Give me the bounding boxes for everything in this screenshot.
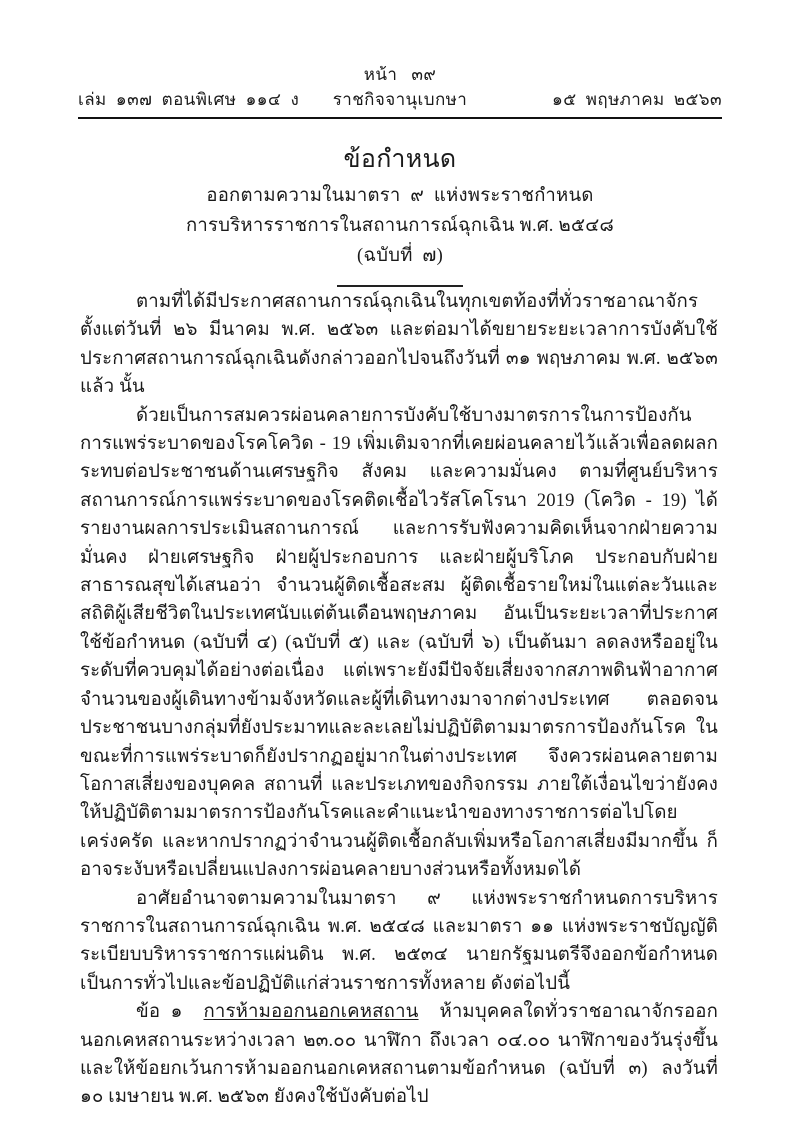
paragraph-text: ตามที่ได้มีประกาศสถานการณ์ฉุกเฉินในทุกเขตท้องที่ทั่วราชอาณาจักรตั้งแต่วันที่ ๒๖ มีนาคม พ.ศ. ๒๕๖๓ และต่อมาได้ขยายระยะเวลาการบังคับใช้ประกาศสถานการณ์ฉุกเฉินดังกล่าวออกไปจนถึงวันที่ ๓๑ พฤษภาคม พ.ศ. ๒๕๖๓ แล้ว นั้น: [80, 291, 718, 398]
document-subtitle-line-2: การบริหารราชการในสถานการณ์ฉุกเฉิน พ.ศ. ๒๕๔๘: [185, 216, 615, 237]
masthead-row: [78, 88, 722, 113]
page-number-line: หน้า ๓๙: [363, 65, 437, 84]
paragraph-preamble-declaration: [80, 288, 718, 402]
paragraph-rationale: [80, 402, 718, 885]
masthead: [78, 64, 722, 127]
clause-space: [183, 1001, 204, 1022]
clause-number: ข้อ ๑: [136, 1001, 183, 1023]
clause-space: [419, 1001, 440, 1022]
document-title: ข้อกำหนด: [343, 146, 457, 173]
title-block: [78, 144, 722, 287]
clause-1: [80, 998, 718, 1112]
paragraph-text: ด้วยเป็นการสมควรผ่อนคลายการบังคับใช้บางมาตรการในการป้องกันการแพร่ระบาดของโรคโควิด - 19 เพิ่มเติมจากที่เคยผ่อนคลายไว้แล้วเพื่อลดผลกระทบต่อประชาชนด้านเศรษฐกิจ สังคม และความมั่นคง ตามที่ศูนย์บริหารสถานการณ์การแพร่ระบาดของโรคติดเชื้อไวรัสโคโรนา 2019 (โควิด - 19) ได้รายงานผลการประเมินสถานการณ์ และการรับฟังความคิดเห็นจากฝ่ายความมั่นคง ฝ่ายเศรษฐกิจ ฝ่ายผู้ประกอบการ และฝ่ายผู้บริโภค ประกอบกับฝ่ายสาธารณสุขได้เสนอว่า จำนวนผู้ติดเชื้อสะสม ผู้ติดเชื้อรายใหม่ในแต่ละวันและสถิติผู้เสียชีวิตในประเทศนับแต่ต้นเดือนพฤษภาคม อันเป็นระยะเวลาที่ประกาศใช้ข้อกำหนด (ฉบับที่ ๔) (ฉบับที่ ๕) และ (ฉบับที่ ๖) เป็นต้นมา ลดลงหรืออยู่ในระดับที่ควบคุมได้อย่างต่อเนื่อง แต่เพราะยังมีปัจจัยเสี่ยงจากสภาพดินฟ้าอากาศ จำนวนของผู้เดินทางข้ามจังหวัดและผู้ที่เดินทางมาจากต่างประเทศ ตลอดจนประชาชนบางกลุ่มที่ยังประมาทและละเลยไม่ปฏิบัติตามมาตรการป้องกันโรค ในขณะที่การแพร่ระบาดก็ยังปรากฏอยู่มากในต่างประเทศ จึงควรผ่อนคลายตามโอกาสเสี่ยงของบุคคล สถานที่ และประเภทของกิจกรรม ภายใต้เงื่อนไขว่ายังคงให้ปฏิบัติตามมาตรการป้องกันโรคและคำแนะนำของทางราชการต่อไปโดยเคร่งครัด และหากปรากฏว่าจำนวนผู้ติดเชื้อกลับเพิ่มหรือโอกาสเสี่ยงมีมากขึ้น ก็อาจระงับหรือเปลี่ยนแปลงการผ่อนคลายบางส่วนหรือทั้งหมดได้: [80, 404, 718, 881]
document-subtitle-line-1: ออกตามความในมาตรา ๙ แห่งพระราชกำหนด: [206, 186, 594, 207]
gazette-name: ราชกิจจานุเบกษา: [332, 89, 468, 109]
document-body: [80, 288, 718, 1112]
clause-text: ห้ามบุคคลใดทั่วราชอาณาจักรออกนอกเคหสถานระหว่างเวลา ๒๓.๐๐ นาฬิกา ถึงเวลา ๐๔.๐๐ นาฬิกาของวันรุ่งขึ้น และให้ข้อยกเว้นการห้ามออกนอกเคหสถานตามข้อกำหนด (ฉบับที่ ๓) ลงวันที่ ๑๐ เมษายน พ.ศ. ๒๕๖๓ ยังคงใช้บังคับต่อไป: [80, 1001, 718, 1108]
paragraph-text: อาศัยอำนาจตามความในมาตรา ๙ แห่งพระราชกำหนดการบริหารราชการในสถานการณ์ฉุกเฉิน พ.ศ. ๒๕๔๘ และมาตรา ๑๑ แห่งพระราชบัญญัติระเบียบบริหารราชการแผ่นดิน พ.ศ. ๒๕๓๔ นายกรัฐมนตรีจึงออกข้อกำหนดเป็นการทั่วไปและข้อปฏิบัติแก่ส่วนราชการทั้งหลาย ดังต่อไปนี้: [80, 887, 718, 994]
masthead-rule: [78, 117, 722, 119]
clause-heading: การห้ามออกนอกเคหสถาน: [203, 1001, 419, 1023]
document-edition-number: (ฉบับที่ ๗): [356, 246, 443, 267]
publication-date: ๑๕ พฤษภาคม ๒๕๖๓: [552, 89, 722, 109]
volume-issue-text: เล่ม ๑๓๗ ตอนพิเศษ ๑๑๔ ง: [78, 89, 300, 109]
paragraph-legal-authority: [80, 885, 718, 999]
title-divider: [337, 285, 463, 287]
